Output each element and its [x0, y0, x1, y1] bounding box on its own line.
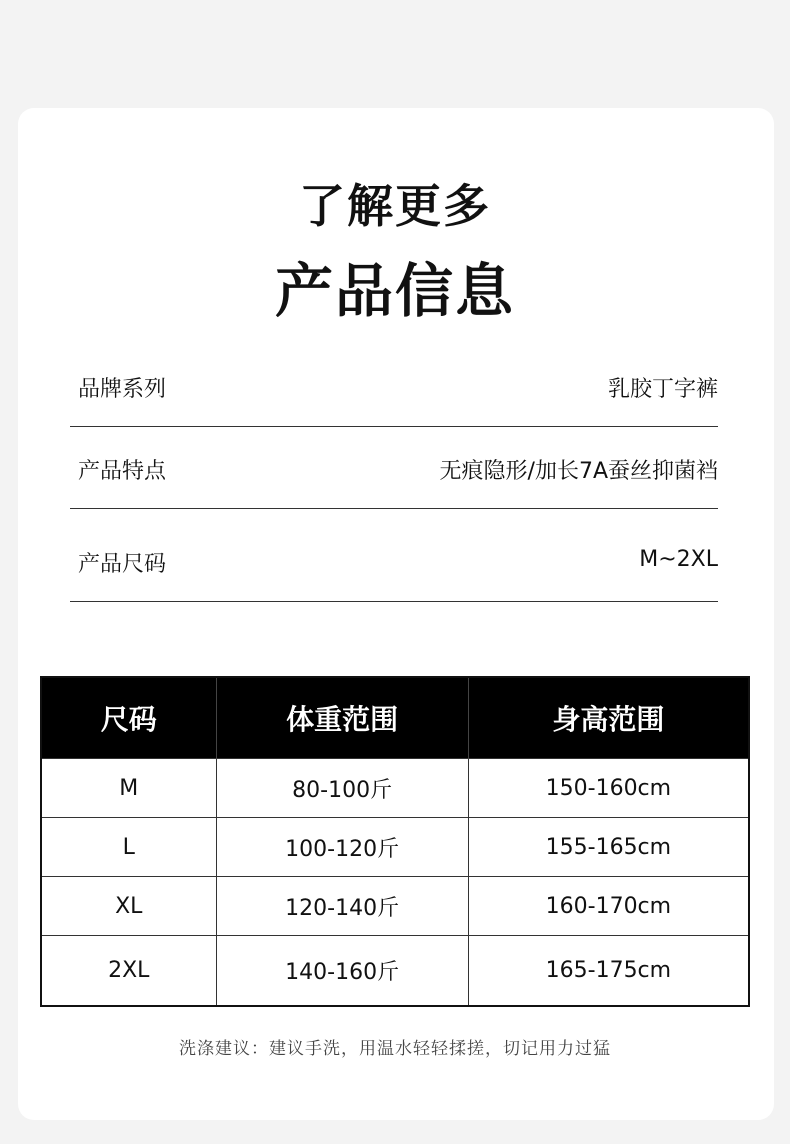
weight-cell: 120-140斤 — [216, 877, 468, 936]
table-row — [41, 877, 749, 936]
info-value: 乳胶丁字裤 — [607, 377, 718, 402]
height-cell: 165-175cm — [468, 936, 749, 1007]
size-cell: XL — [41, 877, 216, 936]
weight-cell: 80-100斤 — [216, 759, 468, 818]
section-title: 产品信息 — [274, 257, 515, 325]
info-value: M~2XL — [639, 547, 718, 572]
column-header-weight: 体重范围 — [216, 677, 468, 759]
table-row — [41, 936, 749, 1007]
info-label: 产品特点 — [78, 459, 167, 484]
info-row-size — [70, 508, 718, 602]
table-header-row — [41, 677, 749, 759]
info-label: 产品尺码 — [78, 552, 167, 577]
weight-cell: 100-120斤 — [216, 818, 468, 877]
height-cell: 150-160cm — [468, 759, 749, 818]
column-header-size: 尺码 — [41, 677, 216, 759]
section-subtitle: 了解更多 — [299, 179, 491, 233]
info-row-features — [70, 426, 718, 509]
weight-cell: 140-160斤 — [216, 936, 468, 1007]
size-cell: L — [41, 818, 216, 877]
column-header-height: 身高范围 — [468, 677, 749, 759]
table-row — [41, 759, 749, 818]
height-cell: 155-165cm — [468, 818, 749, 877]
info-value: 无痕隐形/加长7A蚕丝抑菌裆 — [439, 459, 718, 484]
info-label: 品牌系列 — [78, 377, 167, 402]
height-cell: 160-170cm — [468, 877, 749, 936]
size-cell: M — [41, 759, 216, 818]
care-instructions: 洗涤建议：建议手洗，用温水轻轻揉搓，切记用力过猛 — [179, 1039, 611, 1059]
size-cell: 2XL — [41, 936, 216, 1007]
size-chart-table — [40, 676, 750, 1007]
table-row — [41, 818, 749, 877]
info-row-brand — [70, 364, 718, 427]
